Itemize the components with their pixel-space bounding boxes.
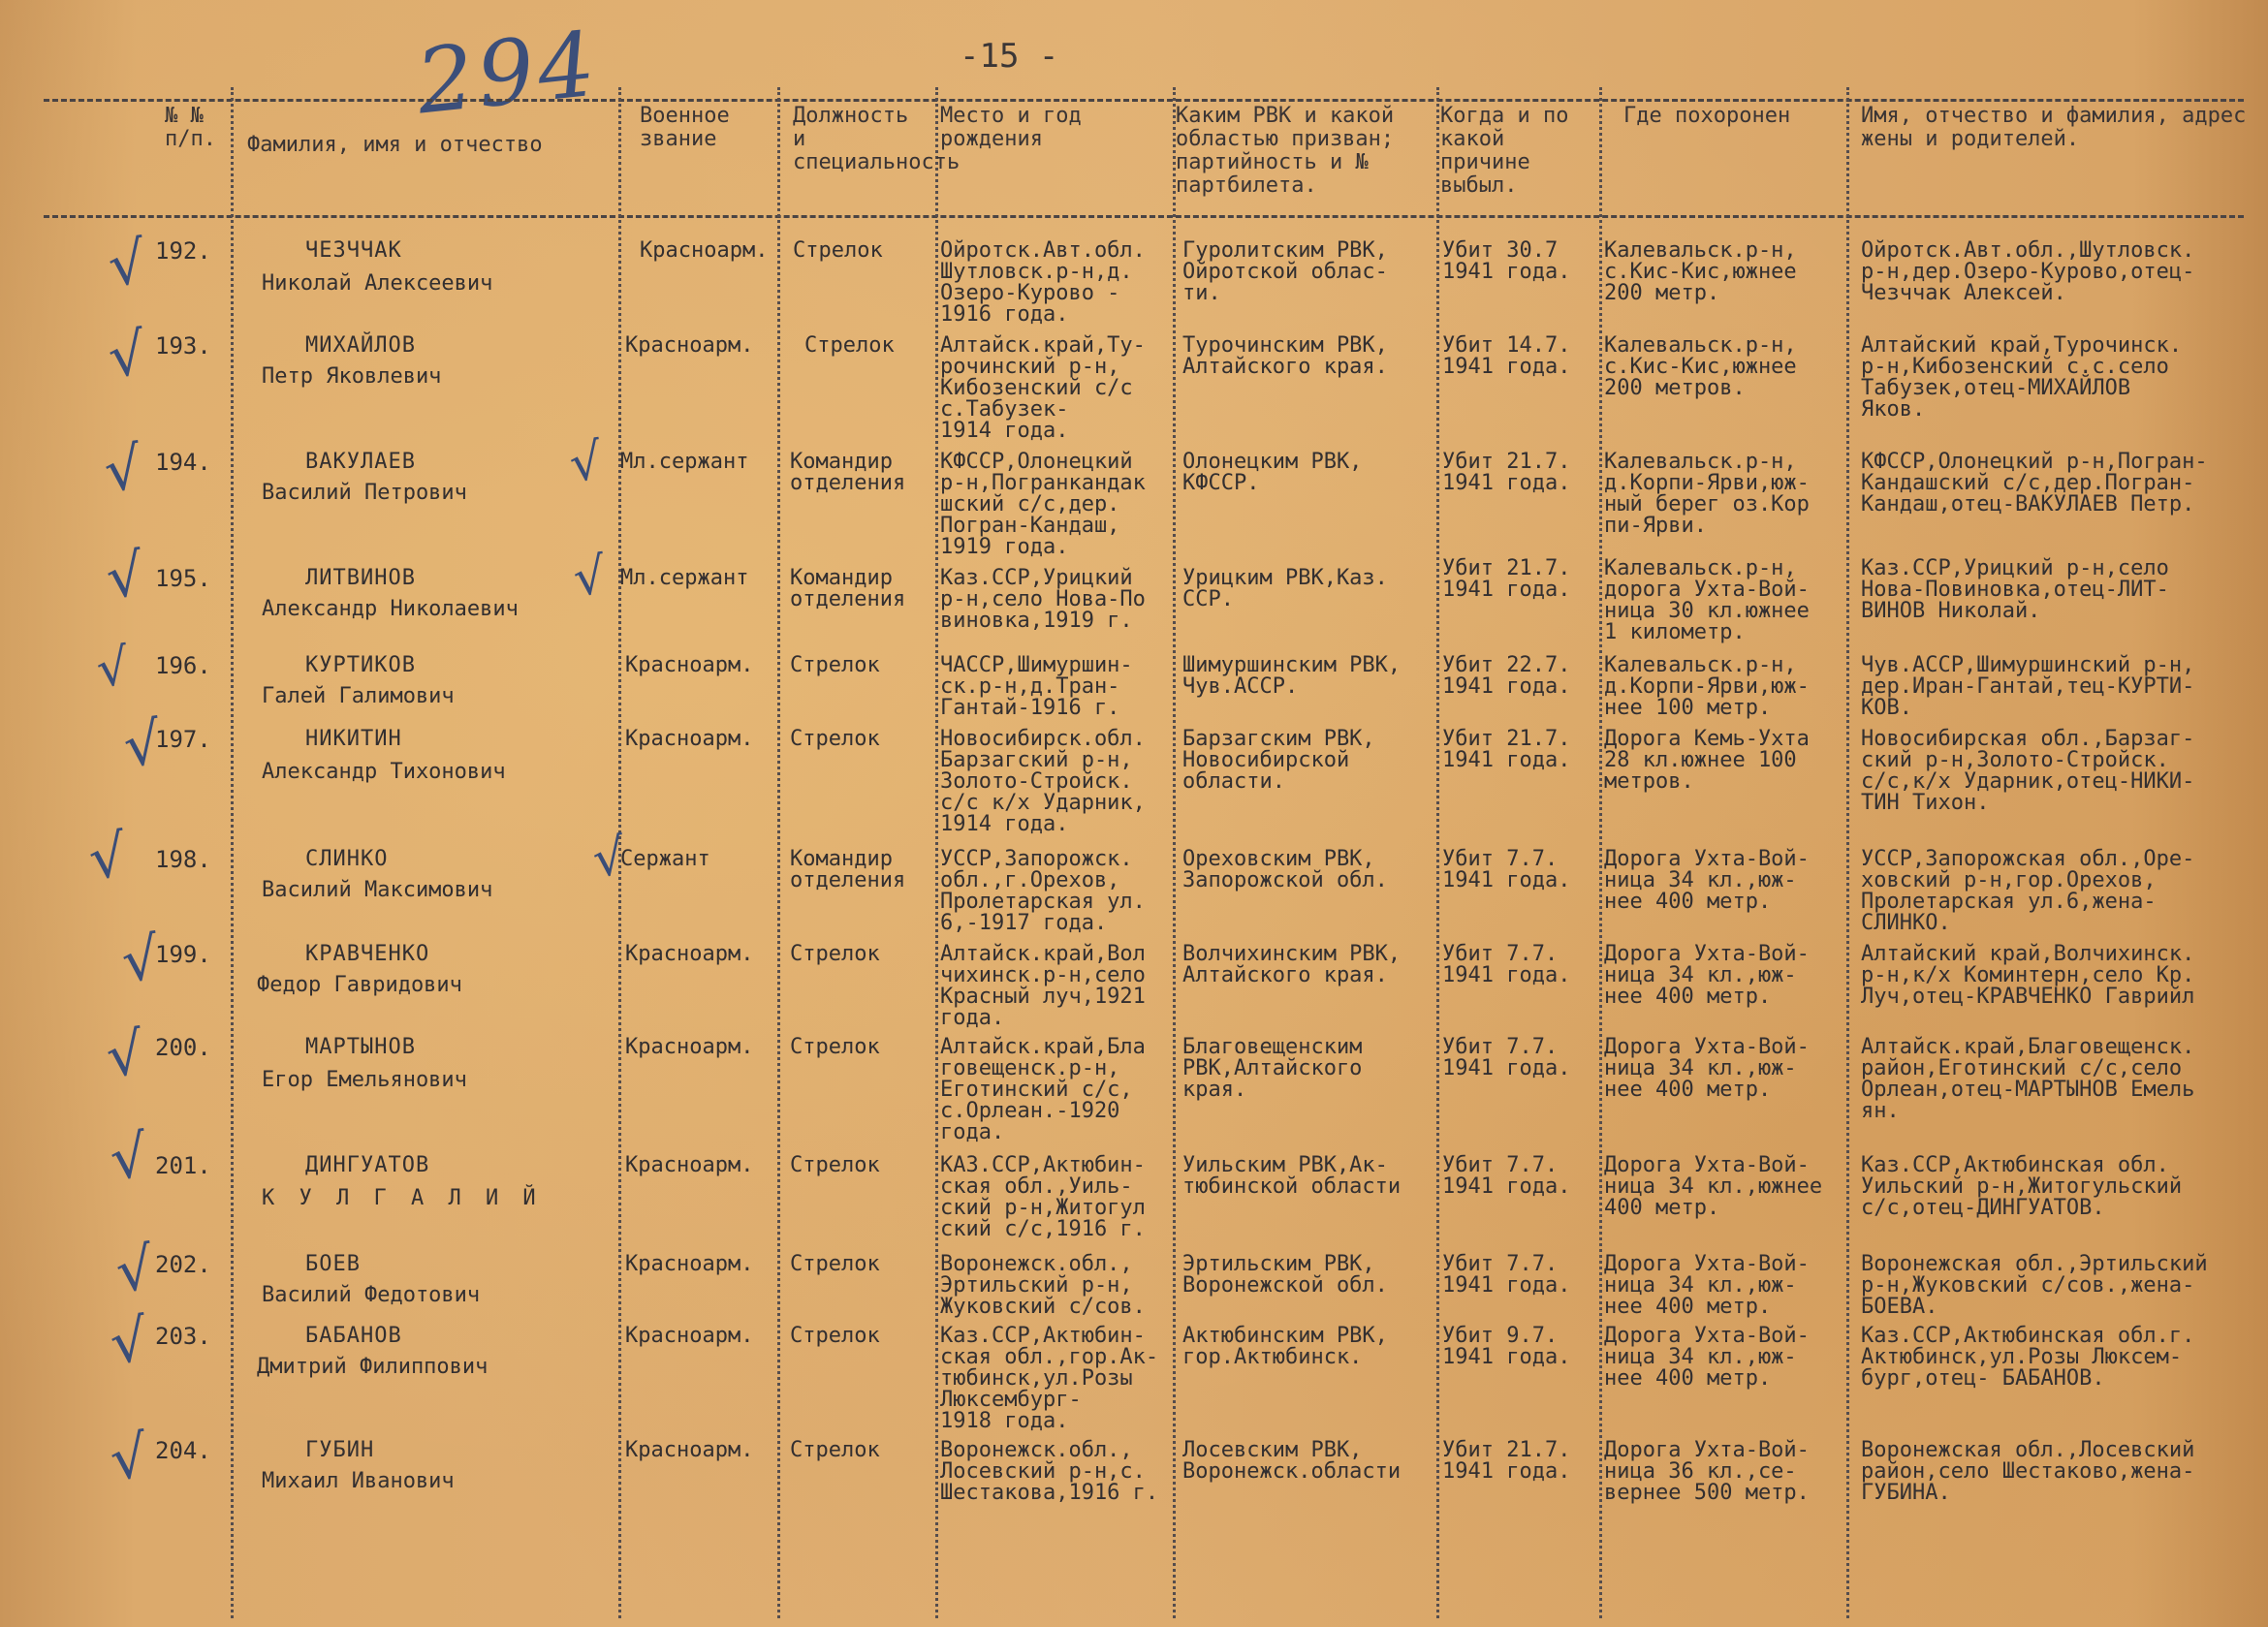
conscription-office: Благовещенским РВК,Алтайского края. xyxy=(1182,1035,1363,1102)
birth-place-year: Каз.ССР,Актюбин- ская обл.,гор.Ак- тюбинск,ул.Розы Люксембург- 1918 года. xyxy=(940,1324,1159,1433)
birth-place-year: КФССР,Олонецкий р-н,Погранкандак шский с/с,дер. Погран-Кандаш, 1919 года. xyxy=(940,450,1146,559)
burial-place: Дорога Ухта-Вой- ница 34 кл.,юж- нее 400 метр. xyxy=(1604,1035,1810,1102)
relatives-address: Каз.ССР,Актюбинская обл.г. Актюбинск,ул.Розы Люксем- бург,отец- БАБАНОВ. xyxy=(1861,1324,2195,1391)
checkmark-icon: √ xyxy=(565,431,607,495)
checkmark-icon: √ xyxy=(102,540,148,613)
birth-place-year: УССР,Запорожск. обл.,г.Орехов, Пролетарская ул. 6,-1917 года. xyxy=(940,847,1146,935)
checkmark-icon: √ xyxy=(588,827,630,891)
given-names: Михаил Иванович xyxy=(262,1469,455,1493)
rank: Красноарм. xyxy=(625,653,754,677)
birth-place-year: Алтайск.край,Вол чихинск.р-н,село Красный луч,1921 года. xyxy=(940,942,1146,1030)
checkmark-icon: √ xyxy=(569,546,611,610)
date-cause: Убит 21.7. 1941 года. xyxy=(1442,1438,1571,1484)
row-number: 204. xyxy=(155,1437,211,1464)
column-divider xyxy=(1436,87,1439,1618)
conscription-office: Шимуршинским РВК, Чув.АССР. xyxy=(1182,653,1402,699)
surname: КРАВЧЕНКО xyxy=(305,942,430,966)
burial-place: Калевальск.р-н, с.Кис-Кис,южнее 200 метр. xyxy=(1604,238,1797,305)
position: Стрелок xyxy=(793,238,883,263)
checkmark-icon: √ xyxy=(92,637,134,701)
surname: КУРТИКОВ xyxy=(305,653,416,677)
birth-place-year: ЧАССР,Шимуршин- ск.р-н,д.Тран- Гантай-1916 г. xyxy=(940,653,1133,720)
row-number: 195. xyxy=(155,565,211,592)
relatives-address: Каз.ССР,Актюбинская обл. Уильский р-н,Житогульский с/с,отец-ДИНГУАТОВ. xyxy=(1861,1153,2183,1220)
burial-place: Калевальск.р-н, д.Корпи-Ярви,юж- ный берег оз.Кор пи-Ярви. xyxy=(1604,450,1810,538)
position: Командир отделения xyxy=(790,450,906,495)
page-number: -15 - xyxy=(960,37,1059,76)
relatives-address: УССР,Запорожская обл.,Оре- ховский р-н,гор.Орехов, Пролетарская ул.6,жена- СЛИНКО. xyxy=(1861,847,2195,935)
conscription-office: Урицким РВК,Каз. ССР. xyxy=(1182,566,1388,611)
column-divider xyxy=(1173,87,1176,1618)
row-number: 196. xyxy=(155,652,211,679)
checkmark-icon: √ xyxy=(119,708,166,782)
position: Стрелок xyxy=(790,727,880,751)
given-names: Василий Петрович xyxy=(262,481,467,505)
header-full-name: Фамилия, имя и отчество xyxy=(247,133,543,157)
column-divider xyxy=(935,87,938,1618)
relatives-address: Воронежская обл.,Эртильский р-н,Жуковский с/сов.,жена- БОЕВА. xyxy=(1861,1252,2208,1319)
date-cause: Убит 7.7. 1941 года. xyxy=(1442,847,1571,892)
row-number: 201. xyxy=(155,1152,211,1179)
rank: Сержант xyxy=(620,847,710,871)
conscription-office: Волчихинским РВК, Алтайского края. xyxy=(1182,942,1402,987)
burial-place: Калевальск.р-н, с.Кис-Кис,южнее 200 метров. xyxy=(1604,333,1797,400)
checkmark-icon: √ xyxy=(106,1305,152,1379)
birth-place-year: Новосибирск.обл. Барзагский р-н, Золото-Стройск. с/с к/х Ударник, 1914 года. xyxy=(940,727,1146,836)
row-number: 198. xyxy=(155,846,211,873)
checkmark-icon: √ xyxy=(111,1234,158,1307)
checkmark-icon: √ xyxy=(104,319,150,392)
conscription-office: Ореховским РВК, Запорожской обл. xyxy=(1182,847,1388,892)
column-divider xyxy=(1846,87,1849,1618)
date-cause: Убит 9.7. 1941 года. xyxy=(1442,1324,1571,1369)
surname: МАРТЫНОВ xyxy=(305,1035,416,1059)
conscription-office: Гуролитским РВК, Ойротской облас- ти. xyxy=(1182,238,1388,305)
position: Командир отделения xyxy=(790,847,906,892)
row-number: 192. xyxy=(155,237,211,265)
rank: Красноарм. xyxy=(625,1035,754,1059)
burial-place: Дорога Кемь-Ухта 28 кл.южнее 100 метров. xyxy=(1604,727,1810,794)
date-cause: Убит 21.7. 1941 года. xyxy=(1442,556,1571,602)
date-cause: Убит 30.7 1941 года. xyxy=(1442,238,1571,284)
checkmark-icon: √ xyxy=(100,433,146,507)
burial-place: Дорога Ухта-Вой- ница 36 кл.,се- вернее 500 метр. xyxy=(1604,1438,1810,1505)
surname: БОЕВ xyxy=(305,1252,361,1276)
conscription-office: Уильским РВК,Ак- тюбинской области xyxy=(1182,1153,1402,1199)
position: Стрелок xyxy=(790,653,880,677)
birth-place-year: КАЗ.ССР,Актюбин- ская обл.,Уиль- ский р-н,Житогул ский с/с,1916 г. xyxy=(940,1153,1146,1241)
position: Стрелок xyxy=(790,1252,880,1276)
surname: НИКИТИН xyxy=(305,727,402,751)
surname: СЛИНКО xyxy=(305,847,389,871)
checkmark-icon: √ xyxy=(84,821,131,894)
relatives-address: Новосибирская обл.,Барзаг- ский р-н,Золото-Стройск. с/с,к/х Ударник,отец-НИКИ- ТИН Тихон. xyxy=(1861,727,2195,815)
date-cause: Убит 14.7. 1941 года. xyxy=(1442,333,1571,379)
birth-place-year: Каз.ССР,Урицкий р-н,село Нова-По виновка,1919 г. xyxy=(940,566,1146,633)
given-names: Федор Гавридович xyxy=(257,973,462,997)
column-divider xyxy=(1599,87,1602,1618)
given-names: Василий Максимович xyxy=(262,878,493,902)
burial-place: Дорога Ухта-Вой- ница 34 кл.,юж- нее 400 метр. xyxy=(1604,1324,1810,1391)
relatives-address: КФССР,Олонецкий р-н,Погран- Кандашский с/с,дер.Погран- Кандаш,отец-ВАКУЛАЕВ Петр. xyxy=(1861,450,2208,516)
conscription-office: Турочинским РВК, Алтайского края. xyxy=(1182,333,1388,379)
birth-place-year: Ойротск.Авт.обл. Шутловск.р-н,д. Озеро-Курово - 1916 года. xyxy=(940,238,1146,327)
header-top-rule xyxy=(44,99,2244,102)
checkmark-icon: √ xyxy=(117,923,164,997)
relatives-address: Чув.АССР,Шимуршинский р-н, дер.Иран-Гантай,тец-КУРТИ- КОВ. xyxy=(1861,653,2195,720)
given-names: Александр Тихонович xyxy=(262,760,506,784)
rank: Красноарм. xyxy=(625,942,754,966)
given-names: Петр Яковлевич xyxy=(262,364,442,389)
conscription-office: Барзагским РВК, Новосибирской области. xyxy=(1182,727,1375,794)
burial-place: Дорога Ухта-Вой- ница 34 кл.,южнее 400 метр. xyxy=(1604,1153,1823,1220)
given-names: Александр Николаевич xyxy=(262,597,519,621)
birth-place-year: Алтайск.край,Ту- рочинский р-н, Кибозенский с/с с.Табузек- 1914 года. xyxy=(940,333,1146,443)
position: Командир отделения xyxy=(790,566,906,611)
header-buried: Где похоронен xyxy=(1623,104,1791,128)
rank: Красноарм. xyxy=(625,1438,754,1462)
birth-place-year: Алтайск.край,Бла говещенск.р-н, Еготинский с/с, с.Орлеан.-1920 года. xyxy=(940,1035,1146,1144)
position: Стрелок xyxy=(790,1438,880,1462)
surname: ВАКУЛАЕВ xyxy=(305,450,416,474)
position: Стрелок xyxy=(790,942,880,966)
birth-place-year: Воронежск.обл., Эртильский р-н, Жуковский с/сов. xyxy=(940,1252,1146,1319)
relatives-address: Алтайский край,Турочинск. р-н,Кибозенский с.с.село Табузек,отец-МИХАЙЛОВ Яков. xyxy=(1861,333,2183,422)
header-rank: Военное звание xyxy=(640,104,730,151)
position: Стрелок xyxy=(804,333,895,358)
surname: МИХАЙЛОВ xyxy=(305,333,416,358)
burial-place: Калевальск.р-н, дорога Ухта-Вой- ница 30 кл.южнее 1 километр. xyxy=(1604,556,1810,644)
given-names: Галей Галимович xyxy=(262,684,455,708)
given-names: Николай Алексеевич xyxy=(262,271,493,296)
column-divider xyxy=(777,87,780,1618)
rank: Красноарм. xyxy=(625,1252,754,1276)
checkmark-icon: √ xyxy=(106,1121,152,1195)
header-birth: Место и год рождения xyxy=(940,104,1082,151)
burial-place: Дорога Ухта-Вой- ница 34 кл.,юж- нее 400 метр. xyxy=(1604,942,1810,1009)
position: Стрелок xyxy=(790,1153,880,1177)
column-divider xyxy=(231,87,234,1618)
row-number: 202. xyxy=(155,1251,211,1278)
date-cause: Убит 21.7. 1941 года. xyxy=(1442,727,1571,772)
burial-place: Дорога Ухта-Вой- ница 34 кл.,юж- нее 400 метр. xyxy=(1604,847,1810,914)
birth-place-year: Воронежск.обл., Лосевский р-н,с. Шестакова,1916 г. xyxy=(940,1438,1159,1505)
position: Стрелок xyxy=(790,1035,880,1059)
checkmark-icon: √ xyxy=(104,228,150,301)
date-cause: Убит 21.7. 1941 года. xyxy=(1442,450,1571,495)
relatives-address: Ойротск.Авт.обл.,Шутловск. р-н,дер.Озеро-Курово,отец- Чезччак Алексей. xyxy=(1861,238,2195,305)
position: Стрелок xyxy=(790,1324,880,1348)
header-position: Должность и специальность xyxy=(793,104,961,174)
header-when-left: Когда и по какой причине выбыл. xyxy=(1440,104,1569,198)
header-relatives: Имя, отчество и фамилия, адрес жены и родителей. xyxy=(1861,104,2247,151)
row-number: 194. xyxy=(155,449,211,476)
rank: Мл.сержант xyxy=(620,450,749,474)
conscription-office: Актюбинским РВК, гор.Актюбинск. xyxy=(1182,1324,1388,1369)
date-cause: Убит 7.7. 1941 года. xyxy=(1442,1153,1571,1199)
burial-place: Дорога Ухта-Вой- ница 34 кл.,юж- нее 400 метр. xyxy=(1604,1252,1810,1319)
given-names: К У Л Г А Л И Й xyxy=(262,1186,542,1210)
header-rvk: Каким РВК и какой областью призван; партийность и № партбилета. xyxy=(1176,104,1395,198)
date-cause: Убит 7.7. 1941 года. xyxy=(1442,1252,1571,1298)
relatives-address: Алтайск.край,Благовещенск. район,Еготинский с/с,село Орлеан,отец-МАРТЫНОВ Емель ян. xyxy=(1861,1035,2195,1123)
date-cause: Убит 22.7. 1941 года. xyxy=(1442,653,1571,699)
rank: Мл.сержант xyxy=(620,566,749,590)
relatives-address: Алтайский край,Волчихинск. р-н,к/х Коминтерн,село Кр. Луч,отец-КРАВЧЕНКО Гаврийл xyxy=(1861,942,2195,1009)
surname: ЛИТВИНОВ xyxy=(305,566,416,590)
relatives-address: Каз.ССР,Урицкий р-н,село Нова-Повиновка,отец-ЛИТ- ВИНОВ Николай. xyxy=(1861,556,2169,623)
checkmark-icon: √ xyxy=(102,1018,148,1092)
relatives-address: Воронежская обл.,Лосевский район,село Шестаково,жена- ГУБИНА. xyxy=(1861,1438,2195,1505)
surname: ГУБИН xyxy=(305,1438,375,1462)
archive-number-handwritten: 294 xyxy=(411,12,604,135)
burial-place: Калевальск.р-н, д.Корпи-Ярви,юж- нее 100 метр. xyxy=(1604,653,1810,720)
row-number: 200. xyxy=(155,1034,211,1061)
rank: Красноарм. xyxy=(625,727,754,751)
rank: Красноарм. xyxy=(625,1324,754,1348)
given-names: Дмитрий Филиппович xyxy=(257,1355,488,1379)
given-names: Василий Федотович xyxy=(262,1283,481,1307)
date-cause: Убит 7.7. 1941 года. xyxy=(1442,1035,1571,1080)
conscription-office: Олонецким РВК, КФССР. xyxy=(1182,450,1363,495)
rank: Красноарм. xyxy=(625,1153,754,1177)
header-bottom-rule xyxy=(44,215,2244,218)
surname: ЧЕЗЧЧАК xyxy=(305,238,402,263)
row-number: 203. xyxy=(155,1323,211,1350)
date-cause: Убит 7.7. 1941 года. xyxy=(1442,942,1571,987)
row-number: 197. xyxy=(155,726,211,753)
conscription-office: Эртильским РВК, Воронежской обл. xyxy=(1182,1252,1388,1298)
surname: ДИНГУАТОВ xyxy=(305,1153,430,1177)
surname: БАБАНОВ xyxy=(305,1324,402,1348)
header-number: № № п/п. xyxy=(165,104,216,151)
rank: Красноарм. xyxy=(625,333,754,358)
rank: Красноарм. xyxy=(640,238,769,263)
given-names: Егор Емельянович xyxy=(262,1068,467,1092)
row-number: 199. xyxy=(155,941,211,968)
checkmark-icon: √ xyxy=(106,1422,152,1495)
conscription-office: Лосевским РВК, Воронежск.области xyxy=(1182,1438,1402,1484)
row-number: 193. xyxy=(155,332,211,360)
